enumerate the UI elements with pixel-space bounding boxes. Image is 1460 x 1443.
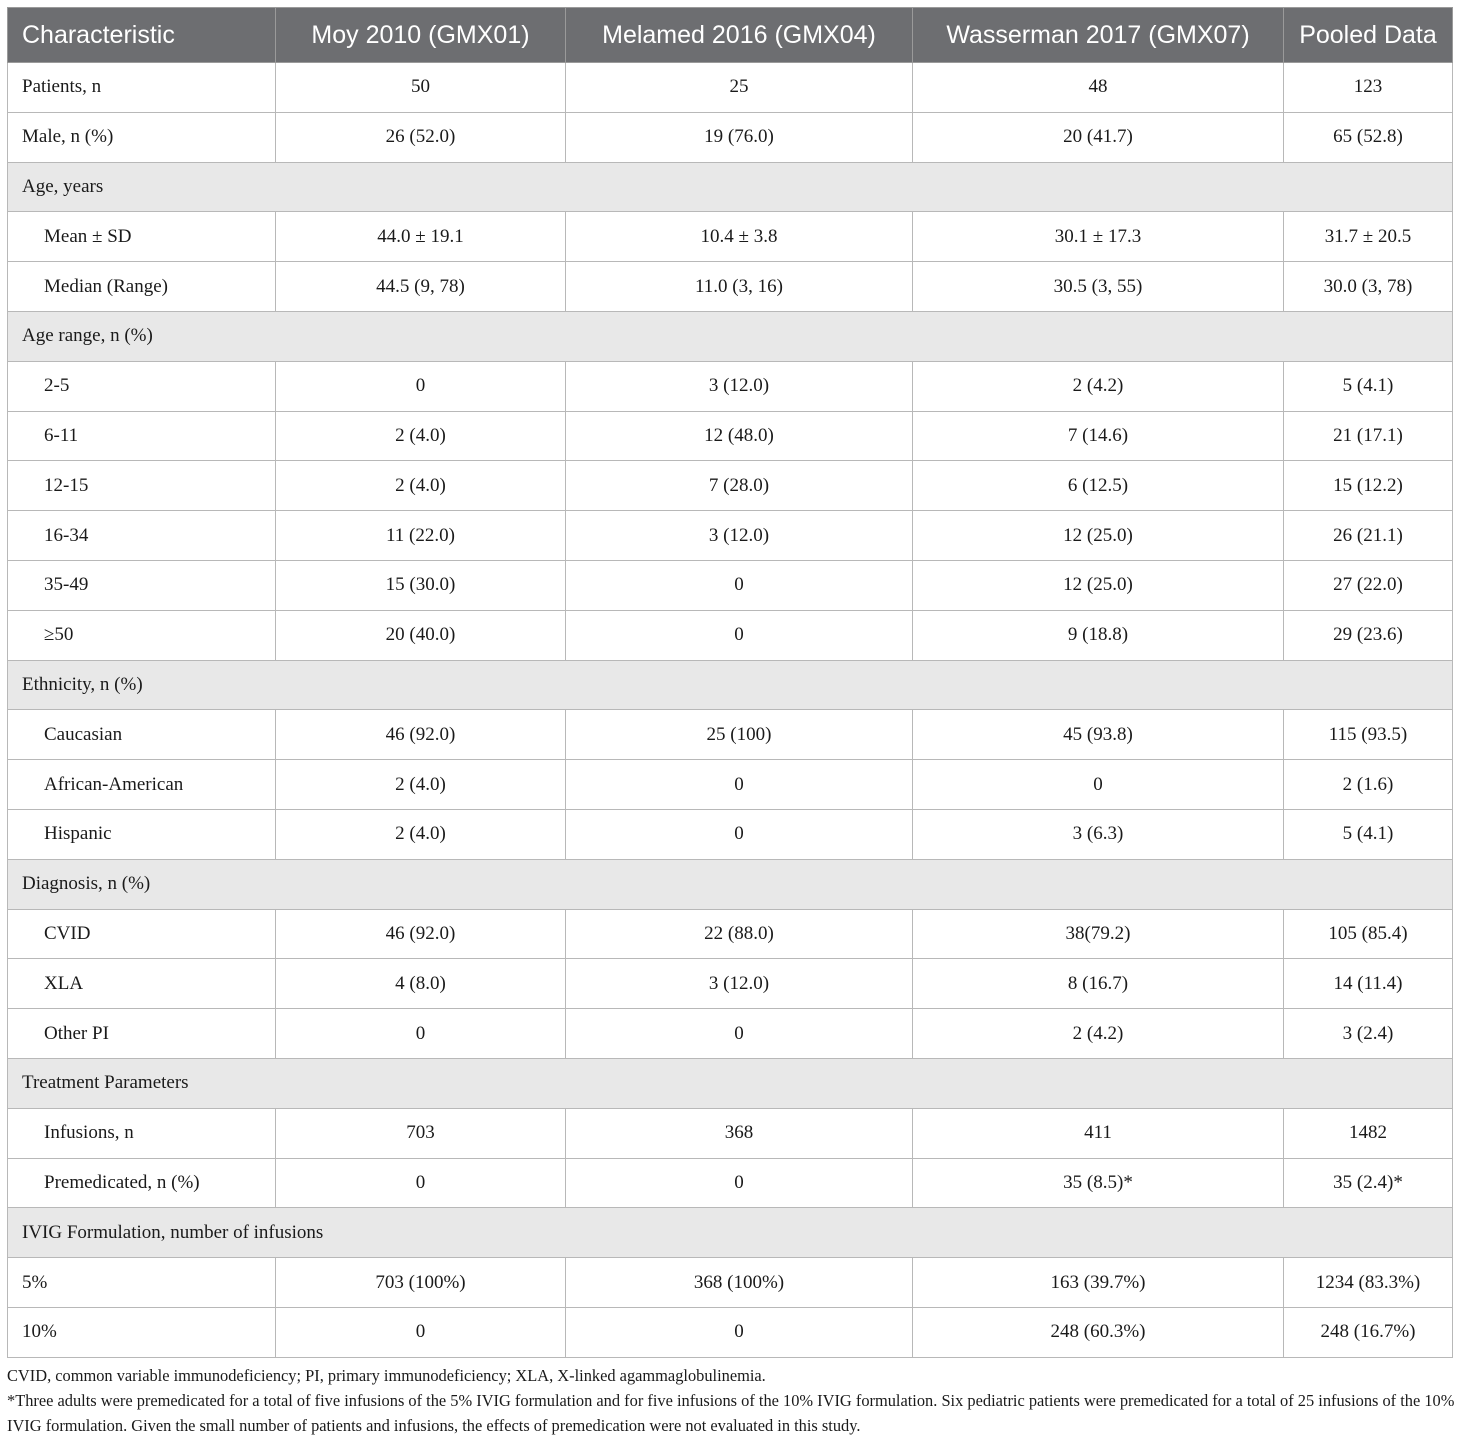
table-cell: 22 (88.0) <box>566 909 913 959</box>
table-row <box>8 63 1453 113</box>
table-cell: 1234 (83.3%) <box>1284 1258 1453 1308</box>
section-row <box>8 162 1453 212</box>
section-label: IVIG Formulation, number of infusions <box>8 1208 1453 1258</box>
row-label: 16-34 <box>8 511 276 561</box>
table-cell: 3 (6.3) <box>913 809 1284 859</box>
table-cell: 0 <box>913 760 1284 810</box>
table-cell: 26 (21.1) <box>1284 511 1453 561</box>
table-cell: 2 (4.0) <box>276 809 566 859</box>
table-cell: 30.0 (3, 78) <box>1284 262 1453 312</box>
table-cell: 11.0 (3, 16) <box>566 262 913 312</box>
table-container <box>7 7 1452 1358</box>
table-cell: 29 (23.6) <box>1284 610 1453 660</box>
row-label: Male, n (%) <box>8 112 276 162</box>
row-label: 6-11 <box>8 411 276 461</box>
table-cell: 8 (16.7) <box>913 959 1284 1009</box>
header-pooled-data: Pooled Data <box>1284 8 1453 63</box>
demographics-table <box>7 7 1453 1358</box>
row-label: ≥50 <box>8 610 276 660</box>
table-cell: 2 (4.0) <box>276 411 566 461</box>
table-cell: 19 (76.0) <box>566 112 913 162</box>
table-cell: 20 (40.0) <box>276 610 566 660</box>
table-cell: 163 (39.7%) <box>913 1258 1284 1308</box>
table-cell: 44.5 (9, 78) <box>276 262 566 312</box>
table-cell: 26 (52.0) <box>276 112 566 162</box>
table-cell: 0 <box>566 1158 913 1208</box>
table-cell: 10.4 ± 3.8 <box>566 212 913 262</box>
row-label: CVID <box>8 909 276 959</box>
table-row <box>8 959 1453 1009</box>
table-cell: 31.7 ± 20.5 <box>1284 212 1453 262</box>
table-cell: 2 (4.2) <box>913 1009 1284 1059</box>
table-cell: 44.0 ± 19.1 <box>276 212 566 262</box>
table-cell: 30.5 (3, 55) <box>913 262 1284 312</box>
table-cell: 2 (4.0) <box>276 461 566 511</box>
table-cell: 105 (85.4) <box>1284 909 1453 959</box>
table-row <box>8 1108 1453 1158</box>
table-cell: 3 (12.0) <box>566 361 913 411</box>
table-cell: 46 (92.0) <box>276 710 566 760</box>
table-cell: 65 (52.8) <box>1284 112 1453 162</box>
table-cell: 27 (22.0) <box>1284 560 1453 610</box>
table-row <box>8 610 1453 660</box>
table-cell: 115 (93.5) <box>1284 710 1453 760</box>
table-cell: 45 (93.8) <box>913 710 1284 760</box>
table-row <box>8 112 1453 162</box>
table-cell: 35 (2.4)* <box>1284 1158 1453 1208</box>
table-row <box>8 760 1453 810</box>
section-row <box>8 660 1453 710</box>
table-cell: 0 <box>566 1307 913 1357</box>
row-label: Other PI <box>8 1009 276 1059</box>
row-label: Patients, n <box>8 63 276 113</box>
table-row <box>8 212 1453 262</box>
section-label: Treatment Parameters <box>8 1058 1453 1108</box>
row-label: 5% <box>8 1258 276 1308</box>
table-cell: 48 <box>913 63 1284 113</box>
table-cell: 248 (16.7%) <box>1284 1307 1453 1357</box>
header-characteristic: Characteristic <box>8 8 276 63</box>
section-row <box>8 859 1453 909</box>
table-cell: 368 (100%) <box>566 1258 913 1308</box>
table-cell: 4 (8.0) <box>276 959 566 1009</box>
table-row <box>8 511 1453 561</box>
section-row <box>8 1208 1453 1258</box>
row-label: African-American <box>8 760 276 810</box>
table-row <box>8 1009 1453 1059</box>
table-cell: 248 (60.3%) <box>913 1307 1284 1357</box>
table-cell: 12 (25.0) <box>913 511 1284 561</box>
table-cell: 0 <box>566 760 913 810</box>
row-label: 35-49 <box>8 560 276 610</box>
row-label: Premedicated, n (%) <box>8 1158 276 1208</box>
table-row <box>8 809 1453 859</box>
header-wasserman-2017: Wasserman 2017 (GMX07) <box>913 8 1284 63</box>
table-cell: 15 (30.0) <box>276 560 566 610</box>
table-row <box>8 411 1453 461</box>
table-cell: 9 (18.8) <box>913 610 1284 660</box>
header-moy-2010: Moy 2010 (GMX01) <box>276 8 566 63</box>
table-cell: 0 <box>276 1307 566 1357</box>
table-cell: 0 <box>276 361 566 411</box>
header-melamed-2016: Melamed 2016 (GMX04) <box>566 8 913 63</box>
row-label: 2-5 <box>8 361 276 411</box>
table-cell: 25 <box>566 63 913 113</box>
table-cell: 5 (4.1) <box>1284 361 1453 411</box>
table-cell: 3 (12.0) <box>566 511 913 561</box>
table-cell: 30.1 ± 17.3 <box>913 212 1284 262</box>
table-row <box>8 560 1453 610</box>
table-cell: 3 (12.0) <box>566 959 913 1009</box>
table-cell: 7 (14.6) <box>913 411 1284 461</box>
table-row <box>8 461 1453 511</box>
table-cell: 11 (22.0) <box>276 511 566 561</box>
table-cell: 0 <box>566 809 913 859</box>
table-cell: 2 (4.2) <box>913 361 1284 411</box>
row-label: Median (Range) <box>8 262 276 312</box>
table-cell: 38(79.2) <box>913 909 1284 959</box>
abbreviations-footnote: CVID, common variable immunodeficiency; PI, primary immunodeficiency; XLA, X-linked agammaglobulinemia. <box>7 1366 766 1385</box>
row-label: Infusions, n <box>8 1108 276 1158</box>
table-cell: 123 <box>1284 63 1453 113</box>
table-cell: 46 (92.0) <box>276 909 566 959</box>
row-label: XLA <box>8 959 276 1009</box>
table-cell: 2 (1.6) <box>1284 760 1453 810</box>
table-cell: 703 (100%) <box>276 1258 566 1308</box>
table-cell: 50 <box>276 63 566 113</box>
section-label: Age range, n (%) <box>8 311 1453 361</box>
section-label: Diagnosis, n (%) <box>8 859 1453 909</box>
row-label: 10% <box>8 1307 276 1357</box>
section-row <box>8 1058 1453 1108</box>
section-label: Ethnicity, n (%) <box>8 660 1453 710</box>
table-cell: 21 (17.1) <box>1284 411 1453 461</box>
table-cell: 0 <box>276 1158 566 1208</box>
premedication-footnote: *Three adults were premedicated for a total of five infusions of the 5% IVIG formulation and for five infusions of the 10% IVIG formulation. Six pediatric patients were premedicated for a total of 25 infusions of the 10% IVIG formulation. Given the small number of patients and infusions, the effects of premedication were not evaluated in this study. <box>7 1391 1455 1435</box>
table-cell: 35 (8.5)* <box>913 1158 1284 1208</box>
table-cell: 25 (100) <box>566 710 913 760</box>
table-cell: 703 <box>276 1108 566 1158</box>
section-label: Age, years <box>8 162 1453 212</box>
table-cell: 411 <box>913 1108 1284 1158</box>
row-label: Caucasian <box>8 710 276 760</box>
table-cell: 5 (4.1) <box>1284 809 1453 859</box>
table-cell: 368 <box>566 1108 913 1158</box>
table-cell: 6 (12.5) <box>913 461 1284 511</box>
table-row <box>8 710 1453 760</box>
table-cell: 2 (4.0) <box>276 760 566 810</box>
table-row <box>8 1258 1453 1308</box>
table-row <box>8 361 1453 411</box>
table-cell: 1482 <box>1284 1108 1453 1158</box>
table-row <box>8 1158 1453 1208</box>
table-cell: 0 <box>566 1009 913 1059</box>
header-row <box>8 8 1453 63</box>
section-row <box>8 311 1453 361</box>
table-cell: 0 <box>566 560 913 610</box>
table-cell: 7 (28.0) <box>566 461 913 511</box>
table-row <box>8 909 1453 959</box>
table-row <box>8 1307 1453 1357</box>
table-cell: 3 (2.4) <box>1284 1009 1453 1059</box>
table-cell: 0 <box>566 610 913 660</box>
table-cell: 15 (12.2) <box>1284 461 1453 511</box>
table-cell: 12 (25.0) <box>913 560 1284 610</box>
row-label: Hispanic <box>8 809 276 859</box>
table-cell: 14 (11.4) <box>1284 959 1453 1009</box>
table-footnotes <box>7 1363 1457 1438</box>
table-cell: 0 <box>276 1009 566 1059</box>
row-label: Mean ± SD <box>8 212 276 262</box>
table-cell: 12 (48.0) <box>566 411 913 461</box>
table-cell: 20 (41.7) <box>913 112 1284 162</box>
row-label: 12-15 <box>8 461 276 511</box>
table-row <box>8 262 1453 312</box>
